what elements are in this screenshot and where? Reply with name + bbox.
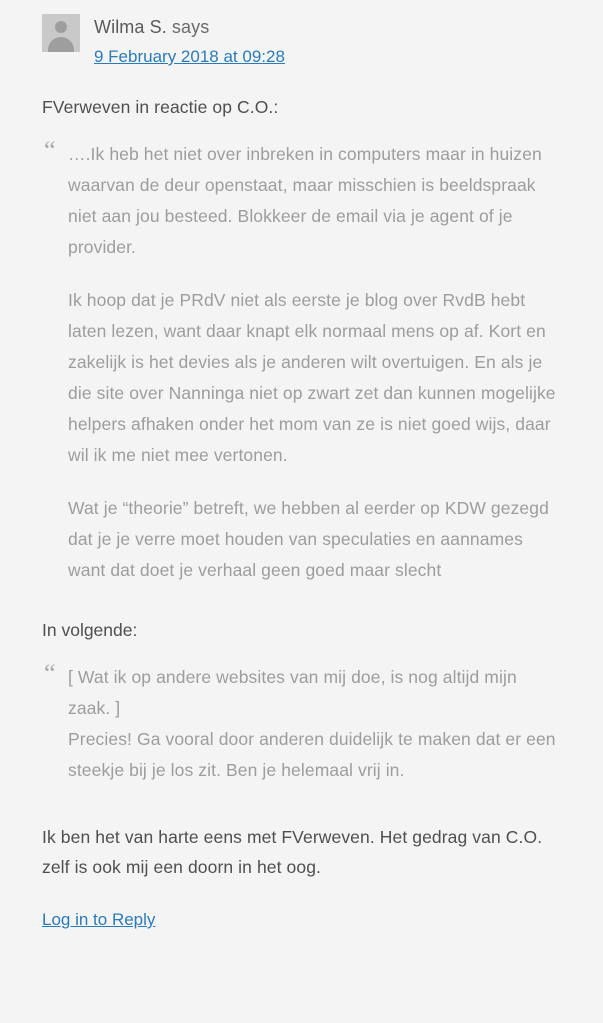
comment-date-link[interactable]: 9 February 2018 at 09:28 [94, 47, 285, 66]
log-in-to-reply-link[interactable]: Log in to Reply [42, 910, 156, 929]
comment-says-label: says [171, 17, 210, 37]
quote-paragraph: Precies! Ga vooral door anderen duidelijk te maken dat er een steekje bij je los zit. Ben je helemaal vrij in. [68, 729, 556, 780]
quote-paragraph: Ik hoop dat je PRdV niet als eerste je blog over RvdB hebt laten lezen, want daar knapt elk normaal mens op af. Kort en zakelijk is het devies als je anderen wilt overtuigen. En als je die site over Nanninga niet op zwart zet dan kunnen mogelijke helpers afhaken onder het mom van ze is niet goed wijs, daar wil ik me niet mee vertonen. [68, 290, 556, 465]
avatar [42, 14, 80, 52]
quote-mark-icon: “ [44, 136, 56, 165]
quote-paragraph: [ Wat ik op andere websites van mij doe, is nog altijd mijn zaak. ] [68, 667, 517, 718]
quote-block-1 [42, 136, 561, 586]
comment-mid-note: In volgende: [42, 620, 138, 640]
comment-author-name: Wilma S. [94, 17, 167, 37]
quote-mark-icon: “ [44, 659, 56, 688]
quote-block-2 [42, 659, 561, 786]
comment-intro-text: FVerweven in reactie op C.O.: [42, 97, 279, 117]
comment-closing-text: Ik ben het van harte eens met FVerweven. Het gedrag van C.O. zelf is ook mij een doorn in het oog. [42, 827, 543, 877]
quote-paragraph: ….Ik heb het niet over inbreken in computers maar in huizen waarvan de deur openstaat, maar misschien is beeldspraak niet aan jou besteed. Blokkeer de email via je agent of je provider. [68, 144, 542, 257]
quote-paragraph: Wat je “theorie” betreft, we hebben al eerder op KDW gezegd dat je je verre moet houden van speculaties en aannames want dat doet je verhaal geen goed maar slecht [68, 498, 549, 580]
comment-author-line [94, 15, 285, 40]
comment-header [42, 10, 561, 69]
author-block [94, 14, 285, 69]
